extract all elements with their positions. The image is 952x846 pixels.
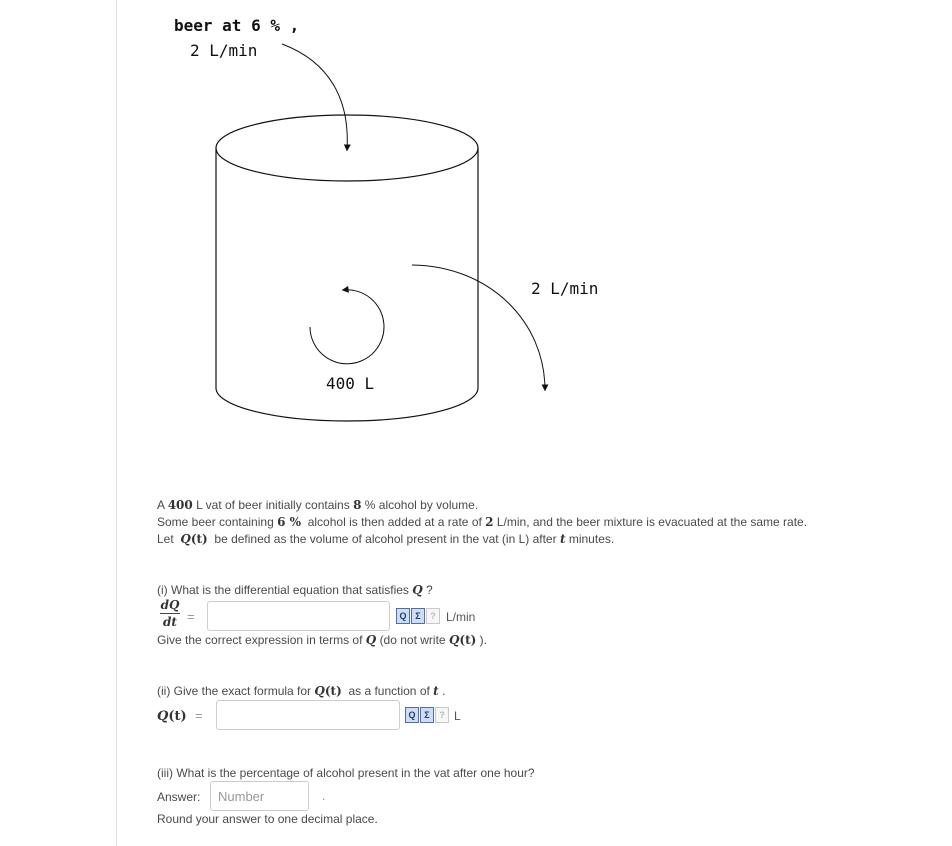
q2-unit: L	[454, 709, 461, 723]
q3-answer-label: Answer:	[157, 790, 201, 804]
q1-prompt: (i) What is the differential equation that satisfies Q ?	[157, 583, 433, 597]
dq-dt-fraction: dQ dt	[160, 598, 180, 629]
q1-unit: L/min	[446, 610, 476, 624]
help-icon[interactable]: ?	[426, 608, 440, 624]
problem-line-1: A 400 L vat of beer initially contains 8 % alcohol by volume.	[157, 498, 479, 512]
preview-icon[interactable]: Q	[396, 608, 410, 624]
formula-editor-icon[interactable]: Σ	[411, 608, 425, 624]
q2-lhs: Q(t)	[157, 709, 187, 724]
vat-volume-label: 400 L	[326, 374, 375, 393]
q3-number-input[interactable]	[210, 781, 309, 811]
preview-icon[interactable]: Q	[405, 707, 419, 723]
q3-trailing-dot: .	[322, 789, 326, 803]
help-icon[interactable]: ?	[435, 707, 449, 723]
q1-equals-sign: =	[187, 609, 195, 624]
inflow-label-line2: 2 L/min	[190, 41, 258, 60]
inflow-arrow	[282, 44, 347, 150]
q1-answer-input[interactable]	[207, 601, 390, 631]
q2-prompt: (ii) Give the exact formula for Q(t) as a function of t .	[157, 684, 446, 698]
problem-line-3: Let Q(t) be defined as the volume of alcohol present in the vat (in L) after t minutes.	[157, 532, 615, 546]
q2-answer-input[interactable]	[216, 700, 400, 730]
q1-hint: Give the correct expression in terms of Q (do not write Q(t) ).	[157, 633, 487, 647]
formula-editor-icon[interactable]: Σ	[420, 707, 434, 723]
q2-icon-group	[405, 707, 449, 723]
inflow-label-line1: beer at 6 % ,	[174, 16, 300, 35]
q2-equals-sign: =	[195, 708, 203, 723]
q3-round-note: Round your answer to one decimal place.	[157, 812, 378, 826]
stirring-arrow	[310, 290, 384, 364]
outflow-label: 2 L/min	[531, 279, 599, 298]
q1-icon-group	[396, 608, 440, 624]
problem-line-2: Some beer containing 6 % alcohol is then added at a rate of 2 L/min, and the beer mixture is evacuated at the same rate.	[157, 515, 808, 529]
q3-prompt: (iii) What is the percentage of alcohol present in the vat after one hour?	[157, 766, 535, 780]
